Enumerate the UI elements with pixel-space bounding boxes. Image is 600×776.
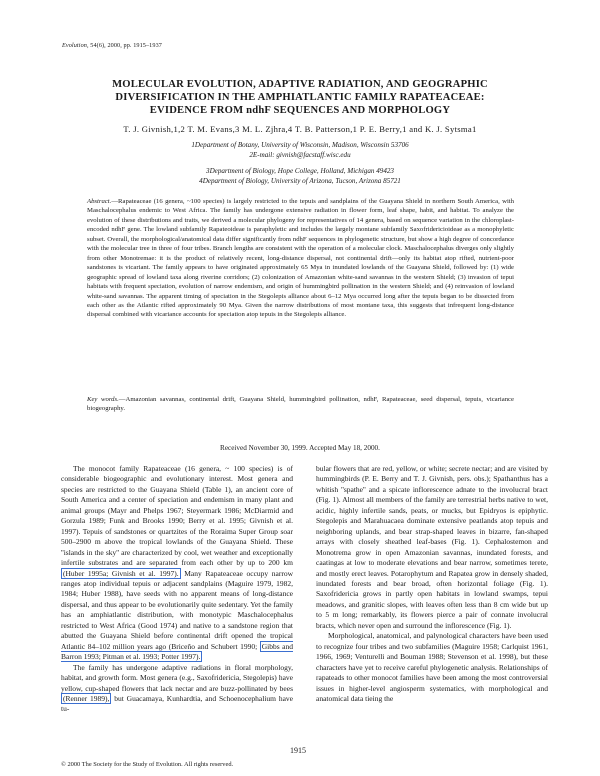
affiliation-1: 1Department of Botany, University of Wisconsin, Madison, Wisconsin 53706 <box>191 141 409 149</box>
abstract-label: Abstract. <box>87 198 112 205</box>
intro-paragraph-2 <box>61 663 293 715</box>
citation-link-huber[interactable]: (Huber 1995a; Givnish et al. 1997). <box>63 568 179 578</box>
title-line-1: MOLECULAR EVOLUTION, ADAPTIVE RADIATION, AND GEOGRAPHIC <box>112 79 488 90</box>
intro-paragraph-1 <box>61 464 293 663</box>
keywords-text: —Amazonian savannas, continental drift, Guayana Shield, hummingbird pollination, ndhF, Rapateaceae, seed dispersal, tepuis, vicariance biogeography. <box>87 396 514 413</box>
paragraph-text: but Guacamaya, Kunhardtia, and Schoenocephalium have tu- <box>61 693 294 714</box>
paragraph-text: The family has undergone adaptive radiations in floral morphology, habitat, and growth form. Most genera (e.g., Saxofridericia, Stegolepis) have yellow, cup-shaped flowers that lack nectar and are buzz-pollinated by bees <box>61 662 293 693</box>
paragraph-text: The monocot family Rapateaceae (16 genera, ~ 100 species) is of considerable biogeographic and evolutionary interest. Most genera and species are restricted to the Guayana Shield (Table 1), an ancient core of South America and a center of speciation and endemism in many plant and animal groups (Mayr and Phelps 1967; Steyermark 1986; McDiarmid and Gorzula 1989; Funk and Brooks 1990; Berry et al. 1995; Givnish et al. 1997). Tepuis of sandstones or quartzites of the Roraima Super Group soar 500–2900 m above the tropical lowlands of the Guayana Shield. These ''islands in the sky'' are characterized by cool, wet weather and exceptionally infertile substrates and are separated from each other by up to 200 km <box>61 464 293 568</box>
journal-name: Evolution, <box>62 42 89 49</box>
citation-link-gibbs[interactable]: Gibbs and Barron 1993; Pitman et al. 1993; Potter 1997). <box>61 641 293 662</box>
left-column <box>61 464 293 715</box>
affiliation-2: 3Department of Biology, Hope College, Holland, Michigan 49423 <box>206 167 394 175</box>
keywords-label: Key words. <box>87 396 119 403</box>
paper-title <box>70 78 530 117</box>
received-accepted-dates: Received November 30, 1999. Accepted May 18, 2000. <box>220 444 380 452</box>
page-number: 1915 <box>290 746 306 755</box>
citation-link-renner[interactable]: (Renner 1989), <box>63 693 110 703</box>
copyright-notice: © 2000 The Society for the Study of Evolution. All rights reserved. <box>61 761 234 768</box>
journal-volume-pages: 54(6), 2000, pp. 1915–1937 <box>90 42 162 49</box>
right-column <box>316 464 548 704</box>
author-list: T. J. Givnish,1,2 T. M. Evans,3 M. L. Zjhra,4 T. B. Patterson,1 P. E. Berry,1 and K. J. Sytsma1 <box>123 124 477 134</box>
title-line-3: EVIDENCE FROM ndhF SEQUENCES AND MORPHOLOGY <box>149 105 451 116</box>
abstract-text: —Rapateaceae (16 genera, ~100 species) is largely restricted to the tepuis and sandplains of the Guayana Shield in northern South America, with Maschalocephalus endemic to West Africa. The family has undergone extensive radiation in flower form, leaf shape, habit, and habitat. To analyze the evolution of these distributions and traits, we derived a molecular phylogeny for representatives of 14 genera, based on sequence variation in the chloroplast-encoded ndhF gene. The lowland subfamily Rapateoideae is paraphyletic and includes the largely montane subfamily Saxofridericioideae as a monophyletic subset. Overall, the morphological/anatomical data differ significantly from ndhF sequences in phylogenetic structure, but show a high degree of concordance with the molecular tree in three of four tribes. Branch lengths are consistent with the operation of a molecular clock. Maschalocephalus diverges only slightly from other Monotremae: it is the product of relatively recent, long-distance dispersal, not continental drift—only its habitat atop rifted, nutrient-poor sandstones is vicariant. The family appears to have originated approximately 65 Mya in inundated lowlands of the Guayana Shield, followed by: (1) wide geographic spread of lowland taxa along riverine corridors; (2) colonization of Amazonian white-sand savannas in the western Shield; (3) invasion of tepui habitats with frequent speciation, evolution of narrow endemism, and origin of hummingbird pollination in the western Shield; and (4) reinvasion of lowland white-sand savannas. The apparent timing of speciation in the Stegolepis alliance about 6–12 Mya occurred long after the tepuis began to be dissected from each other as the Atlantic rifted approximately 90 Mya. Given the narrow distributions of most montane taxa, this suggests that infrequent long-distance dispersal combined with vicariance accounts for speciation atop tepuis in the Stegolepis alliance. <box>87 198 514 319</box>
keywords <box>87 395 514 414</box>
intro-paragraph-continued: bular flowers that are red, yellow, or white; secrete nectar; and are visited by hummingbirds (P. E. Berry and T. J. Givnish, pers. obs.); Spathanthus has a whitish ''spathe'' and a spicate inflorescence adnate to the involucral bract (Fig. 1). Almost all members of the family are terrestrial herbs native to wet, acidic, highly infertile sands, peats, or mucks, but Epidryos is epiphytic. Stegolepis and Marahuacaea dominate extensive peatlands atop tepuis and neighboring uplands, and bear strap-shaped leaves in bizarre, fan-shaped arrays with closely sheathed leaf-bases (Fig. 1). Cephalostemon and Monotrema grow in open Amazonian savannas, inundated forests, and caatingas at low to moderate elevations and bear narrow, sometimes terete, and mostly erect leaves. Potarophytum and Rapatea grow in densely shaded, inundated forests and bear broad, often horizontal foliage (Fig. 1). Saxofridericia grows in partly open habitats in lowland swamps, tepui meadows, and granitic slopes, with leaves often less than 8 cm wide but up to 5 m long; remarkably, its flowers pierce a pair of connate involucral bracts, which never open and surround the inflorescence (Fig. 1). <box>316 464 548 630</box>
affiliation-3: 4Department of Biology, University of Arizona, Tucson, Arizona 85721 <box>199 177 401 185</box>
journal-citation <box>62 42 162 49</box>
abstract <box>87 197 514 320</box>
title-line-2: DIVERSIFICATION IN THE AMPHIATLANTIC FAMILY RAPATEACEAE: <box>115 92 485 103</box>
intro-paragraph-3: Morphological, anatomical, and palynological characters have been used to recognize four tribes and two subfamilies (Maguire 1958; Carlquist 1961, 1966, 1969; Venturelli and Bouman 1988; Stevenson et al. 1998), but these characters have yet to receive careful phylogenetic analysis. Relationships of rapateads to other monocot families have been among the most controversial issues in higher-level angiosperm systematics, with morphological and anatomical data tieing the <box>316 631 548 703</box>
affiliation-email: 2E-mail: givnish@facstaff.wisc.edu <box>249 151 351 159</box>
paragraph-text: Many Rapateaceae occupy narrow ranges atop individual tepuis or adjacent sandplains (Maguire 1979, 1982, 1984; Huber 1988), have seeds with no apparent means of long-distance dispersal, and thus appear to be evolutionarily quite sedentary. Yet the family has an amphiatlantic distribution, with monotypic Maschalocephalus restricted to West Africa (Good 1974) and native to a sandstone region that abutted the Guayana Shield before continental drift opened the tropical Atlantic 84–102 million years ago (Briceño and Schubert 1990; <box>61 568 294 651</box>
